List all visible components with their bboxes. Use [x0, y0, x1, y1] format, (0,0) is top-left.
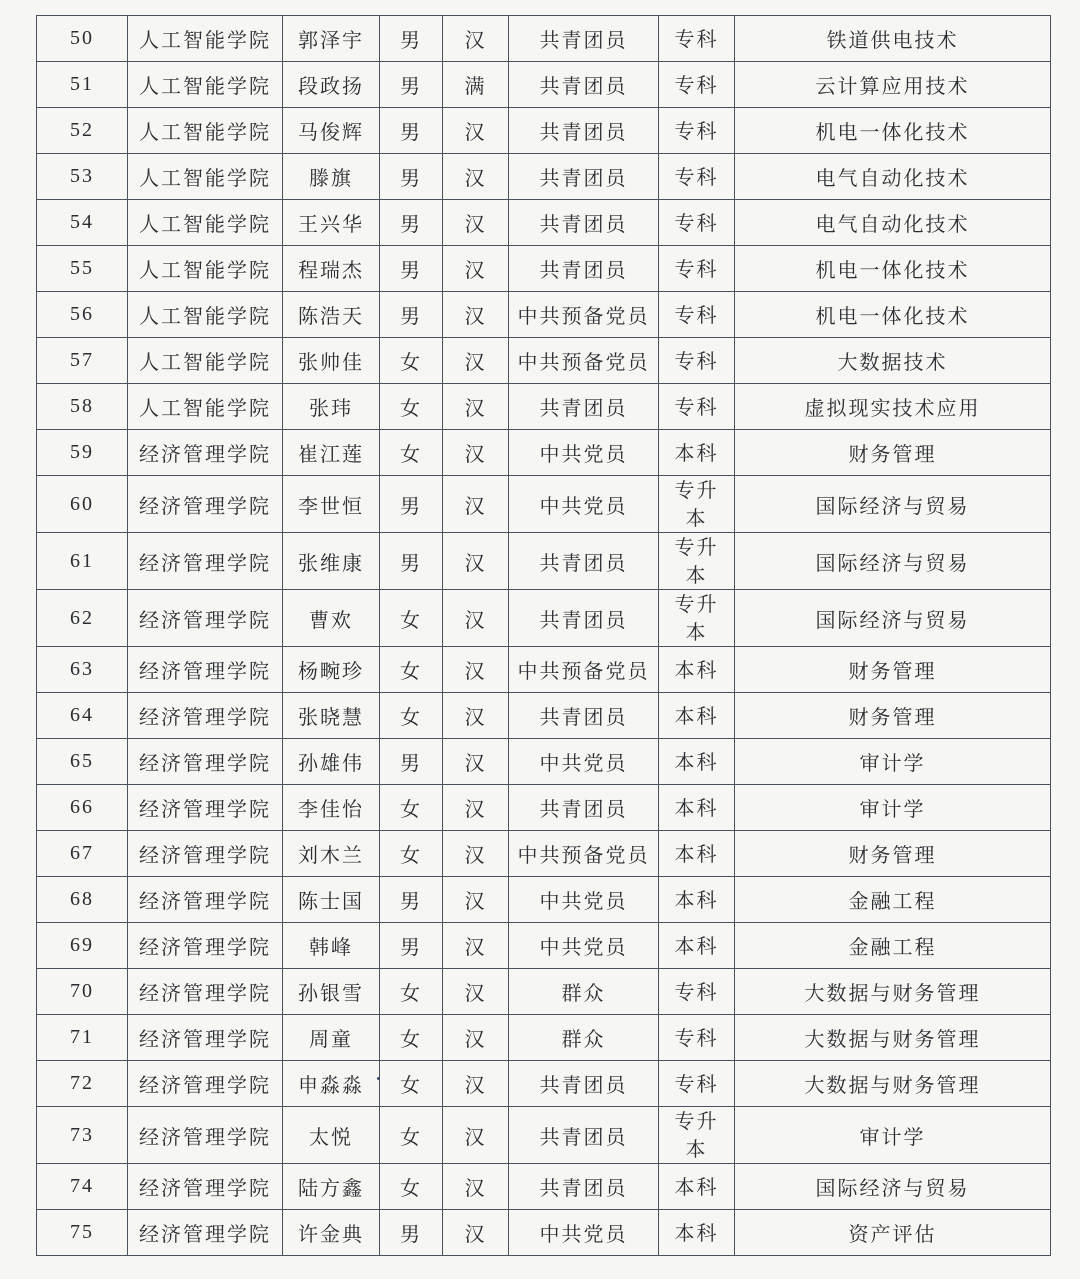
major-cell: 机电一体化技术 — [735, 108, 1051, 154]
table-row — [37, 338, 1051, 384]
education-level-cell — [659, 969, 735, 1015]
education-level-text: 本科 — [674, 933, 719, 958]
political-status-cell: 共青团员 — [509, 62, 659, 108]
student-name-cell: 张帅佳 — [283, 338, 380, 384]
gender-cell: 男 — [380, 62, 443, 108]
education-level-text: 专科 — [674, 394, 719, 419]
college-cell: 经济管理学院 — [128, 590, 283, 647]
political-status-cell: 中共党员 — [509, 476, 659, 533]
major-cell: 财务管理 — [735, 647, 1051, 693]
education-level-cell — [659, 430, 735, 476]
major-cell: 机电一体化技术 — [735, 246, 1051, 292]
education-level-text: 本 — [685, 506, 708, 530]
gender-cell: 女 — [380, 831, 443, 877]
major-cell: 财务管理 — [735, 430, 1051, 476]
political-status-cell: 中共党员 — [509, 877, 659, 923]
ethnicity-cell: 汉 — [443, 647, 509, 693]
major-cell: 金融工程 — [735, 877, 1051, 923]
table-row — [37, 877, 1051, 923]
education-level-cell — [659, 1210, 735, 1256]
ethnicity-cell: 满 — [443, 62, 509, 108]
education-level-text: 本 — [685, 620, 708, 644]
gender-cell: 男 — [380, 154, 443, 200]
major-cell: 大数据与财务管理 — [735, 1015, 1051, 1061]
row-number-cell: 64 — [37, 693, 128, 739]
college-cell: 经济管理学院 — [128, 1015, 283, 1061]
ethnicity-cell: 汉 — [443, 739, 509, 785]
gender-cell: 女 — [380, 590, 443, 647]
row-number-cell: 70 — [37, 969, 128, 1015]
row-number-cell: 75 — [37, 1210, 128, 1256]
ethnicity-cell: 汉 — [443, 1107, 509, 1164]
row-number-cell: 62 — [37, 590, 128, 647]
major-cell: 金融工程 — [735, 923, 1051, 969]
row-number-cell: 55 — [37, 246, 128, 292]
education-level-cell — [659, 338, 735, 384]
row-number-cell: 67 — [37, 831, 128, 877]
ethnicity-cell: 汉 — [443, 154, 509, 200]
education-level-cell — [659, 1107, 735, 1164]
education-level-cell — [659, 923, 735, 969]
college-cell: 经济管理学院 — [128, 969, 283, 1015]
gender-cell: 女 — [380, 1061, 443, 1107]
table-row — [37, 1015, 1051, 1061]
table-row — [37, 246, 1051, 292]
college-cell: 经济管理学院 — [128, 647, 283, 693]
ethnicity-cell: 汉 — [443, 1164, 509, 1210]
education-level-text: 专升 — [674, 1109, 719, 1133]
row-number-cell: 68 — [37, 877, 128, 923]
table-row — [37, 590, 1051, 647]
political-status-cell: 群众 — [509, 1015, 659, 1061]
education-level-cell — [659, 108, 735, 154]
education-level-text: 专科 — [674, 302, 719, 327]
row-number-cell: 57 — [37, 338, 128, 384]
student-name-cell: 陆方鑫 — [283, 1164, 380, 1210]
major-cell: 国际经济与贸易 — [735, 1164, 1051, 1210]
row-number-cell: 72 — [37, 1061, 128, 1107]
student-name-cell: 刘木兰 — [283, 831, 380, 877]
table-row — [37, 430, 1051, 476]
political-status-cell: 共青团员 — [509, 693, 659, 739]
table-row — [37, 533, 1051, 590]
ethnicity-cell: 汉 — [443, 831, 509, 877]
ethnicity-cell: 汉 — [443, 693, 509, 739]
roster-body — [37, 16, 1051, 1256]
student-name-cell: 李佳怡 — [283, 785, 380, 831]
education-level-text: 本科 — [674, 703, 719, 728]
student-name-cell: 申淼淼 — [283, 1061, 380, 1107]
ethnicity-cell: 汉 — [443, 1061, 509, 1107]
table-row — [37, 1164, 1051, 1210]
row-number-cell: 61 — [37, 533, 128, 590]
row-number-cell: 63 — [37, 647, 128, 693]
row-number-cell: 66 — [37, 785, 128, 831]
gender-cell: 女 — [380, 1015, 443, 1061]
political-status-cell: 共青团员 — [509, 1164, 659, 1210]
row-number-cell: 53 — [37, 154, 128, 200]
college-cell: 人工智能学院 — [128, 108, 283, 154]
ethnicity-cell: 汉 — [443, 292, 509, 338]
education-level-text: 专科 — [674, 256, 719, 281]
table-row — [37, 647, 1051, 693]
education-level-text: 专升 — [674, 535, 719, 559]
education-level-cell — [659, 590, 735, 647]
college-cell: 人工智能学院 — [128, 292, 283, 338]
student-roster-table — [36, 15, 1051, 1256]
table-row — [37, 923, 1051, 969]
political-status-cell: 中共党员 — [509, 430, 659, 476]
education-level-cell — [659, 154, 735, 200]
political-status-cell: 共青团员 — [509, 785, 659, 831]
major-cell: 国际经济与贸易 — [735, 590, 1051, 647]
education-level-cell — [659, 693, 735, 739]
education-level-text: 本科 — [674, 1174, 719, 1199]
education-level-cell — [659, 16, 735, 62]
ethnicity-cell: 汉 — [443, 16, 509, 62]
political-status-cell: 共青团员 — [509, 154, 659, 200]
major-cell: 审计学 — [735, 1107, 1051, 1164]
education-level-text: 本科 — [674, 841, 719, 866]
college-cell: 经济管理学院 — [128, 1061, 283, 1107]
education-level-text: 专科 — [674, 210, 719, 235]
student-name-cell: 崔江莲 — [283, 430, 380, 476]
table-row — [37, 16, 1051, 62]
education-level-cell — [659, 739, 735, 785]
political-status-cell: 共青团员 — [509, 108, 659, 154]
political-status-cell: 中共预备党员 — [509, 338, 659, 384]
major-cell: 大数据与财务管理 — [735, 969, 1051, 1015]
college-cell: 人工智能学院 — [128, 384, 283, 430]
row-number-cell: 73 — [37, 1107, 128, 1164]
gender-cell: 男 — [380, 246, 443, 292]
student-name-cell: 韩峰 — [283, 923, 380, 969]
political-status-cell: 共青团员 — [509, 533, 659, 590]
ethnicity-cell: 汉 — [443, 969, 509, 1015]
college-cell: 经济管理学院 — [128, 1164, 283, 1210]
major-cell: 机电一体化技术 — [735, 292, 1051, 338]
student-name-cell: 马俊辉 — [283, 108, 380, 154]
major-cell: 国际经济与贸易 — [735, 533, 1051, 590]
student-name-cell: 曹欢 — [283, 590, 380, 647]
education-level-cell — [659, 384, 735, 430]
major-cell: 虚拟现实技术应用 — [735, 384, 1051, 430]
education-level-cell — [659, 246, 735, 292]
ethnicity-cell: 汉 — [443, 476, 509, 533]
table-row — [37, 292, 1051, 338]
ethnicity-cell: 汉 — [443, 108, 509, 154]
gender-cell: 女 — [380, 969, 443, 1015]
major-cell: 财务管理 — [735, 693, 1051, 739]
education-level-text: 本科 — [674, 795, 719, 820]
education-level-cell — [659, 62, 735, 108]
political-status-cell: 群众 — [509, 969, 659, 1015]
ethnicity-cell: 汉 — [443, 533, 509, 590]
row-number-cell: 69 — [37, 923, 128, 969]
gender-cell: 男 — [380, 533, 443, 590]
row-number-cell: 59 — [37, 430, 128, 476]
education-level-text: 专升 — [674, 478, 719, 502]
gender-cell: 男 — [380, 739, 443, 785]
row-number-cell: 50 — [37, 16, 128, 62]
gender-cell: 女 — [380, 384, 443, 430]
table-row — [37, 154, 1051, 200]
ethnicity-cell: 汉 — [443, 338, 509, 384]
major-cell: 国际经济与贸易 — [735, 476, 1051, 533]
ethnicity-cell: 汉 — [443, 246, 509, 292]
education-level-cell — [659, 476, 735, 533]
college-cell: 经济管理学院 — [128, 476, 283, 533]
gender-cell: 女 — [380, 693, 443, 739]
college-cell: 经济管理学院 — [128, 533, 283, 590]
major-cell: 铁道供电技术 — [735, 16, 1051, 62]
student-name-cell: 周童 — [283, 1015, 380, 1061]
table-row — [37, 108, 1051, 154]
student-name-cell: 太悦 — [283, 1107, 380, 1164]
college-cell: 人工智能学院 — [128, 154, 283, 200]
college-cell: 经济管理学院 — [128, 430, 283, 476]
student-name-cell: 孙雄伟 — [283, 739, 380, 785]
student-name-cell: 杨畹珍 — [283, 647, 380, 693]
table-row — [37, 1061, 1051, 1107]
college-cell: 经济管理学院 — [128, 831, 283, 877]
gender-cell: 男 — [380, 476, 443, 533]
major-cell: 审计学 — [735, 785, 1051, 831]
education-level-cell — [659, 1015, 735, 1061]
student-name-cell: 张维康 — [283, 533, 380, 590]
education-level-text: 专科 — [674, 72, 719, 97]
ethnicity-cell: 汉 — [443, 430, 509, 476]
gender-cell: 女 — [380, 338, 443, 384]
table-row — [37, 785, 1051, 831]
education-level-text: 本 — [685, 1137, 708, 1161]
political-status-cell: 中共党员 — [509, 739, 659, 785]
education-level-text: 专科 — [674, 979, 719, 1004]
college-cell: 经济管理学院 — [128, 1210, 283, 1256]
table-row — [37, 1107, 1051, 1164]
gender-cell: 男 — [380, 923, 443, 969]
college-cell: 经济管理学院 — [128, 1107, 283, 1164]
gender-cell: 男 — [380, 16, 443, 62]
student-name-cell: 张玮 — [283, 384, 380, 430]
ethnicity-cell: 汉 — [443, 590, 509, 647]
row-number-cell: 74 — [37, 1164, 128, 1210]
student-name-cell: 程瑞杰 — [283, 246, 380, 292]
student-name-cell: 滕旗 — [283, 154, 380, 200]
education-level-text: 专科 — [674, 118, 719, 143]
college-cell: 人工智能学院 — [128, 62, 283, 108]
row-number-cell: 65 — [37, 739, 128, 785]
table-row — [37, 476, 1051, 533]
gender-cell: 女 — [380, 1107, 443, 1164]
political-status-cell: 共青团员 — [509, 16, 659, 62]
political-status-cell: 共青团员 — [509, 1061, 659, 1107]
education-level-text: 本科 — [674, 1220, 719, 1245]
education-level-cell — [659, 877, 735, 923]
education-level-cell — [659, 292, 735, 338]
student-name-cell: 张晓慧 — [283, 693, 380, 739]
gender-cell: 女 — [380, 430, 443, 476]
college-cell: 人工智能学院 — [128, 16, 283, 62]
gender-cell: 男 — [380, 108, 443, 154]
education-level-text: 专科 — [674, 26, 719, 51]
row-number-cell: 60 — [37, 476, 128, 533]
education-level-cell — [659, 1061, 735, 1107]
student-name-cell: 陈士国 — [283, 877, 380, 923]
table-row — [37, 831, 1051, 877]
table-row — [37, 739, 1051, 785]
student-name-cell: 陈浩天 — [283, 292, 380, 338]
college-cell: 经济管理学院 — [128, 693, 283, 739]
ethnicity-cell: 汉 — [443, 785, 509, 831]
ethnicity-cell: 汉 — [443, 877, 509, 923]
political-status-cell: 中共预备党员 — [509, 647, 659, 693]
student-name-cell: 王兴华 — [283, 200, 380, 246]
college-cell: 经济管理学院 — [128, 877, 283, 923]
major-cell: 云计算应用技术 — [735, 62, 1051, 108]
ethnicity-cell: 汉 — [443, 200, 509, 246]
education-level-text: 专科 — [674, 1071, 719, 1096]
political-status-cell: 共青团员 — [509, 1107, 659, 1164]
education-level-text: 本科 — [674, 749, 719, 774]
political-status-cell: 中共党员 — [509, 923, 659, 969]
major-cell: 大数据技术 — [735, 338, 1051, 384]
gender-cell: 男 — [380, 1210, 443, 1256]
student-name-cell: 郭泽宇 — [283, 16, 380, 62]
education-level-text: 本科 — [674, 657, 719, 682]
gender-cell: 男 — [380, 877, 443, 923]
row-number-cell: 56 — [37, 292, 128, 338]
major-cell: 大数据与财务管理 — [735, 1061, 1051, 1107]
education-level-text: 专升 — [674, 592, 719, 616]
political-status-cell: 共青团员 — [509, 246, 659, 292]
major-cell: 电气自动化技术 — [735, 200, 1051, 246]
row-number-cell: 52 — [37, 108, 128, 154]
college-cell: 经济管理学院 — [128, 923, 283, 969]
political-status-cell: 共青团员 — [509, 384, 659, 430]
gender-cell: 女 — [380, 785, 443, 831]
row-number-cell: 51 — [37, 62, 128, 108]
political-status-cell: 中共预备党员 — [509, 831, 659, 877]
ethnicity-cell: 汉 — [443, 1210, 509, 1256]
table-row — [37, 62, 1051, 108]
row-number-cell: 54 — [37, 200, 128, 246]
major-cell: 电气自动化技术 — [735, 154, 1051, 200]
education-level-cell — [659, 647, 735, 693]
student-name-cell: 李世恒 — [283, 476, 380, 533]
college-cell: 人工智能学院 — [128, 200, 283, 246]
political-status-cell: 共青团员 — [509, 200, 659, 246]
row-number-cell: 58 — [37, 384, 128, 430]
major-cell: 审计学 — [735, 739, 1051, 785]
education-level-text: 专科 — [674, 1025, 719, 1050]
political-status-cell: 中共党员 — [509, 1210, 659, 1256]
college-cell: 经济管理学院 — [128, 739, 283, 785]
education-level-cell — [659, 785, 735, 831]
student-name-cell: 孙银雪 — [283, 969, 380, 1015]
education-level-cell — [659, 831, 735, 877]
scan-speck — [377, 1077, 380, 1080]
student-name-cell: 段政扬 — [283, 62, 380, 108]
ethnicity-cell: 汉 — [443, 384, 509, 430]
education-level-cell — [659, 200, 735, 246]
college-cell: 人工智能学院 — [128, 338, 283, 384]
political-status-cell: 中共预备党员 — [509, 292, 659, 338]
education-level-text: 本 — [685, 563, 708, 587]
college-cell: 人工智能学院 — [128, 246, 283, 292]
table-row — [37, 693, 1051, 739]
table-row — [37, 384, 1051, 430]
college-cell: 经济管理学院 — [128, 785, 283, 831]
education-level-text: 本科 — [674, 440, 719, 465]
gender-cell: 男 — [380, 200, 443, 246]
student-name-cell: 许金典 — [283, 1210, 380, 1256]
gender-cell: 女 — [380, 1164, 443, 1210]
political-status-cell: 共青团员 — [509, 590, 659, 647]
gender-cell: 男 — [380, 292, 443, 338]
major-cell: 财务管理 — [735, 831, 1051, 877]
education-level-cell — [659, 1164, 735, 1210]
ethnicity-cell: 汉 — [443, 1015, 509, 1061]
table-row — [37, 200, 1051, 246]
education-level-cell — [659, 533, 735, 590]
education-level-text: 专科 — [674, 348, 719, 373]
education-level-text: 专科 — [674, 164, 719, 189]
ethnicity-cell: 汉 — [443, 923, 509, 969]
major-cell: 资产评估 — [735, 1210, 1051, 1256]
table-row — [37, 1210, 1051, 1256]
row-number-cell: 71 — [37, 1015, 128, 1061]
table-row — [37, 969, 1051, 1015]
gender-cell: 女 — [380, 647, 443, 693]
education-level-text: 本科 — [674, 887, 719, 912]
